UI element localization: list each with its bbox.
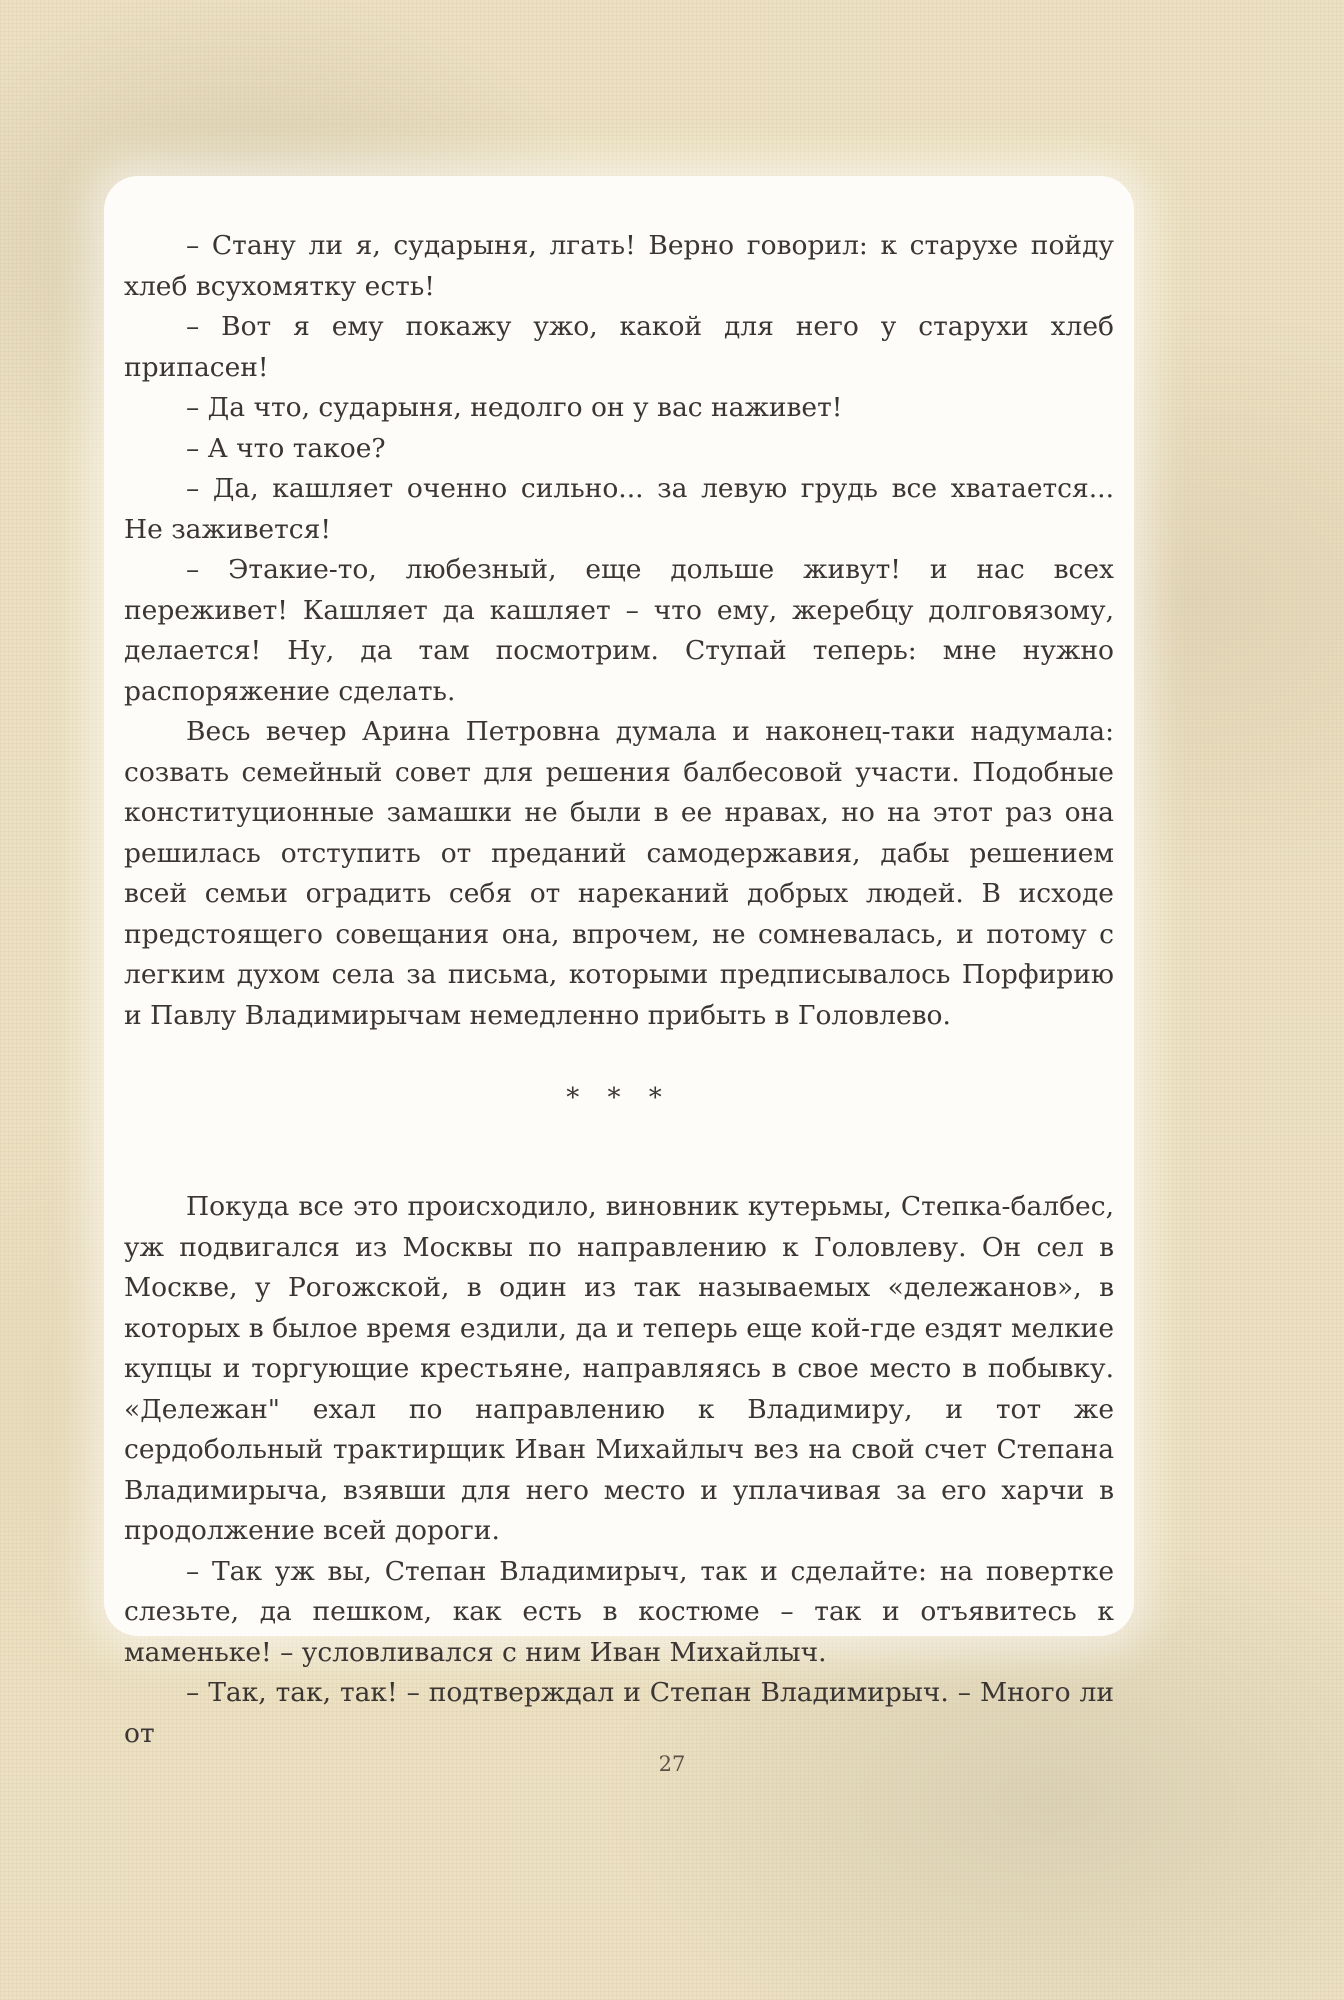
text-panel xyxy=(104,176,1134,1749)
paragraph: – Да, кашляет оченно сильно... за левую грудь все хватается... Не заживется! xyxy=(124,473,1114,545)
paragraph: – А что такое? xyxy=(186,432,386,464)
paragraph: – Так уж вы, Степан Владимирыч, так и сделайте: на повертке слезьте, да пешком, как есть в костюме – так и отъявитесь к маменьке! – условливался с ним Иван Михайлыч. xyxy=(124,1555,1114,1668)
paragraph: – Так, так, так! – подтверждал и Степан Владимирыч. – Много ли от xyxy=(124,1677,1114,1749)
paragraph: – Этакие-то, любезный, еще дольше живут! и нас всех переживет! Кашляет да кашляет – что ему, жеребцу долговязому, делается! Ну, да там посмотрим. Ступай теперь: мне нужно распоряжение сделать. xyxy=(124,554,1114,707)
paragraph: – Да что, сударыня, недолго он у вас наживет! xyxy=(186,392,843,423)
section-separator: * * * xyxy=(566,1083,672,1113)
body-text xyxy=(124,226,1114,1754)
paragraph: – Вот я ему покажу ужо, какой для него у старухи хлеб припасен! xyxy=(124,311,1114,383)
paragraph: Весь вечер Арина Петровна думала и наконец-таки надумала: созвать семейный совет для решения балбесовой участи. Подобные конституционные замашки не были в ее нравах, но на этот раз она решилась отступить от преданий самодержавия, дабы решением всей семьи оградить себя от нареканий добрых людей. В исходе предстоящего совещания она, впрочем, не сомневалась, и потому с легким духом села за письма, которыми предписывалось Порфирию и Павлу Владимирычам немедленно прибыть в Головлево. xyxy=(124,716,1114,1031)
page-number: 27 xyxy=(658,1752,686,1776)
paragraph: Покуда все это происходило, виновник кутерьмы, Степка-балбес, уж подвигался из Москвы по направлению к Головлеву. Он сел в Москве, у Рогожской, в один из так называемых «дележанов», в которых в былое время ездили, да и теперь еще кой-где ездят мелкие купцы и торгующие крестьяне, направляясь в свое место в побывку. «Дележан" ехал по направлению к Владимиру, и тот же сердобольный трактирщик Иван Михайлыч вез на свой счет Степана Владимирыча, взявши для него место и уплачивая за его харчи в продолжение всей дороги. xyxy=(124,1191,1114,1546)
paragraph: – Стану ли я, сударыня, лгать! Верно говорил: к старухе пойду хлеб всухомятку есть! xyxy=(124,230,1114,302)
